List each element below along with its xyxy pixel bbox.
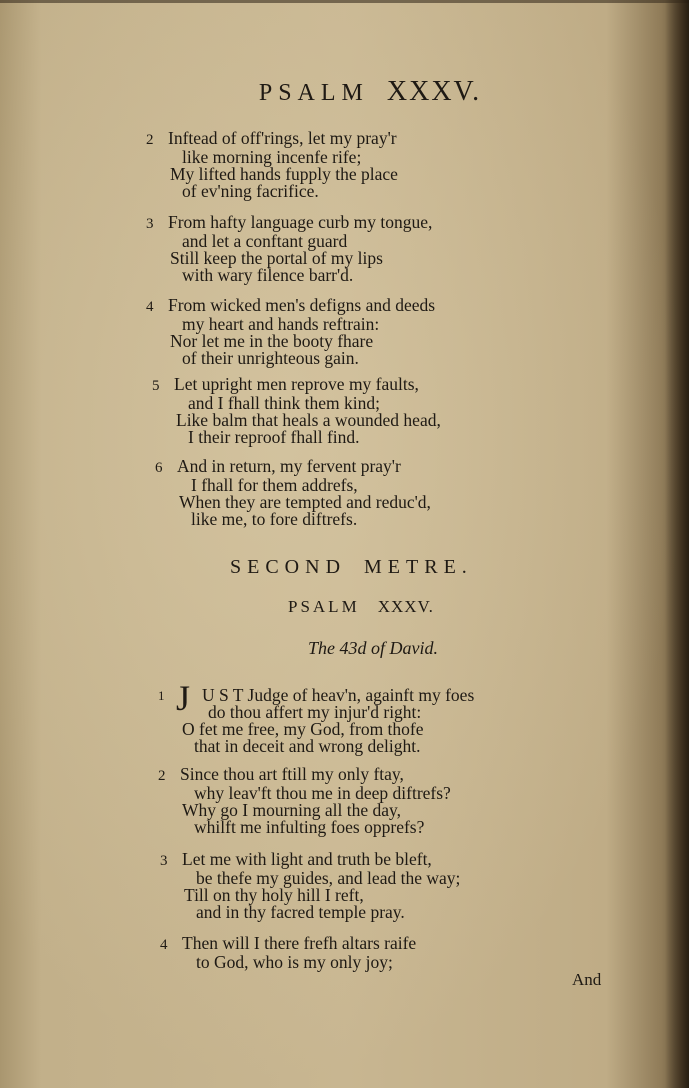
- verse-line: From wicked men's defigns and deeds: [168, 295, 436, 315]
- verse-line: Inftead of off'rings, let my pray'r: [168, 128, 397, 148]
- verse-line: why leav'ft thou me in deep diftrefs?: [194, 783, 451, 803]
- verse-line: When they are tempted and reduc'd,: [179, 492, 431, 512]
- psalm-word: PSALM: [288, 597, 360, 616]
- verse-line: My lifted hands fupply the place: [170, 164, 398, 184]
- verse-line: do thou affert my injur'd right:: [208, 702, 422, 722]
- verse-line: O fet me free, my God, from thofe: [182, 719, 424, 739]
- stanza-b-4: [160, 935, 416, 971]
- stanza-a-4: [146, 297, 435, 367]
- verse-line: Why go I mourning all the day,: [182, 800, 402, 820]
- verse-number: 4: [160, 937, 168, 953]
- verse-number: 5: [152, 378, 160, 394]
- stanza-a-5: [152, 376, 441, 446]
- verse-number: 6: [155, 460, 163, 476]
- verse-line: my heart and hands reftrain:: [182, 314, 380, 334]
- verse-line: Nor let me in the booty fhare: [170, 331, 374, 351]
- verse-line: to God, who is my only joy;: [196, 952, 393, 972]
- psalm-subtitle: The 43d of David.: [308, 638, 438, 658]
- heading-word-1: SECOND: [230, 556, 347, 578]
- stanza-a-3: [146, 214, 432, 284]
- verse-line: I fhall for them addrefs,: [191, 475, 358, 495]
- verse-number: 1: [158, 688, 165, 703]
- verse-number: 3: [160, 853, 168, 869]
- verse-line: U S T Judge of heav'n, againft my foes: [202, 685, 475, 705]
- verse-line: Let upright men reprove my faults,: [174, 374, 419, 394]
- verse-line: be thefe my guides, and lead the way;: [196, 868, 461, 888]
- verse-line: Then will I there frefh altars raife: [182, 933, 417, 953]
- stanza-a-2: [146, 130, 398, 200]
- verse-line: Like balm that heals a wounded head,: [176, 410, 441, 430]
- psalm-number: XXXV.: [377, 597, 434, 616]
- verse-line: and I fhall think them kind;: [188, 393, 380, 413]
- verse-line: that in deceit and wrong delight.: [194, 736, 421, 756]
- title-number: XXXV.: [386, 76, 482, 107]
- verse-line: with wary filence barr'd.: [182, 265, 354, 285]
- stanza-b-2: [158, 766, 451, 836]
- verse-line: and in thy facred temple pray.: [196, 902, 405, 922]
- verse-line: Till on thy holy hill I reft,: [184, 885, 364, 905]
- heading-word-2: METRE.: [364, 556, 473, 578]
- verse-line: of ev'ning facrifice.: [182, 181, 319, 201]
- verse-line: Since thou art ftill my only ftay,: [180, 764, 404, 784]
- verse-line: and let a conftant guard: [182, 231, 348, 251]
- stanza-b-3: [160, 851, 460, 921]
- verse-line: whilft me infulting foes opprefs?: [194, 817, 425, 837]
- section-heading: [230, 556, 473, 579]
- page-title: [0, 76, 689, 108]
- psalm-subheading: [288, 597, 434, 617]
- catchword: And: [572, 970, 602, 989]
- verse-number: 4: [146, 299, 154, 315]
- verse-line: From hafty language curb my tongue,: [168, 212, 433, 232]
- drop-cap: J: [176, 678, 191, 718]
- stanza-a-6: [155, 458, 431, 528]
- stanza-b-1: [158, 687, 474, 755]
- verse-number: 3: [146, 216, 154, 232]
- verse-line: of their unrighteous gain.: [182, 348, 359, 368]
- verse-number: 2: [146, 132, 154, 148]
- verse-line: I their reproof fhall find.: [188, 427, 360, 447]
- verse-line: Let me with light and truth be bleft,: [182, 849, 432, 869]
- title-word: PSALM: [258, 80, 369, 106]
- page-top-border: [0, 0, 689, 3]
- verse-line: like me, to fore diftrefs.: [191, 509, 358, 529]
- page-edge-shadow: [665, 0, 689, 1088]
- verse-line: And in return, my fervent pray'r: [177, 456, 401, 476]
- verse-line: like morning incenfe rife;: [182, 147, 362, 167]
- verse-number: 2: [158, 768, 166, 784]
- verse-line: Still keep the portal of my lips: [170, 248, 383, 268]
